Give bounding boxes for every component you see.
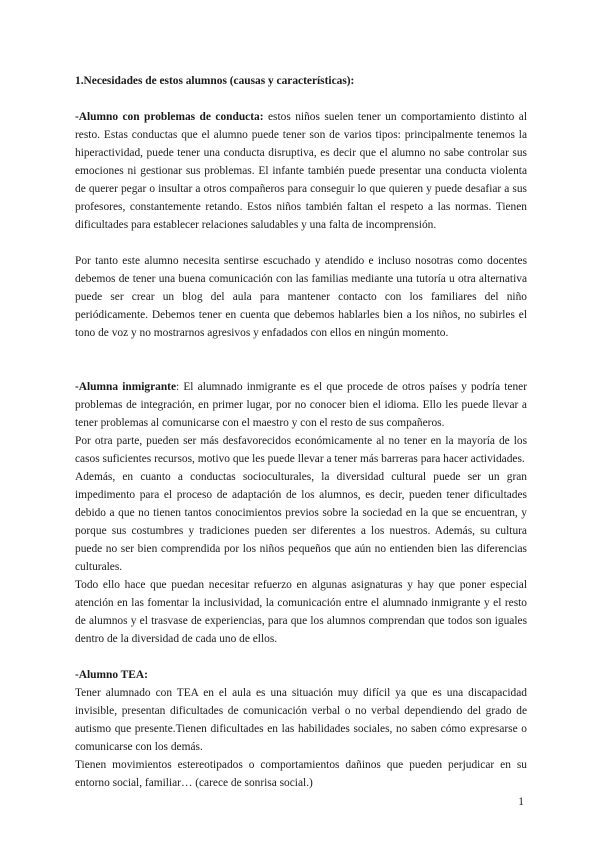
immigrant-text: : El alumnado inmigrante es el que procede de otros países y podría tener problemas de integración, en primer lugar, por no conocer bien el idioma. Ello les puede llevar a tener problemas al comunicarse con el maestro y con el resto de sus compañeros.: [75, 381, 527, 429]
tea-paragraph-1: Tener alumnado con TEA en el aula es una situación muy difícil ya que es una discapacidad invisible, presentan dificultades de comunicación verbal o no verbal dependiendo del grado de autismo que presente.Tienen dificultades en las habilidades sociales, no saben cómo expresarse o comunicarse con los demás.: [75, 687, 527, 753]
tea-paragraph-2: Tienen movimientos estereotipados o comportamientos dañinos que pueden perjudicar en su entorno social, familiar… (carece de sonrisa social.): [75, 759, 527, 789]
spacer: [75, 342, 527, 378]
tea-lead: -Alumno TEA:: [75, 669, 148, 681]
conduct-text: estos niños suelen tener un comportamiento distinto al resto. Estas conductas que el alumno puede tener son de varios tipos: principalmente tenemos la hiperactividad, puede tener una conducta disruptiva, es decir que el alumno no sabe controlar sus emociones ni gestionar sus problemas. El infante también puede presentar una conducta violenta de querer pegar o insultar a otros compañeros para conseguir lo que quieren y puede desafiar a sus profesores, constantemente retando. Estos niños también faltan el respeto a las normas. Tienen dificultades para establecer relaciones saludables y una falta de incomprensión.: [75, 111, 527, 231]
conduct-paragraph-2: Por tanto este alumno necesita sentirse escuchado y atendido e incluso nosotras como docentes debemos de tener una buena comunicación con las familias mediante una tutoría u otra alternativa puede ser crear un blog del aula para mantener contacto con los familiares del niño periódicamente. Debemos tener en cuenta que debemos hablarles bien a los niños, no subirles el tono de voz y no mostrarnos agresivos y enfadados con ellos en ningún momento.: [75, 255, 527, 339]
section-heading: 1.Necesidades de estos alumnos (causas y características):: [75, 75, 355, 87]
spacer: [75, 234, 527, 252]
conduct-paragraph-1: [75, 108, 527, 234]
page-number: 1: [518, 796, 524, 808]
document-body: [75, 72, 527, 792]
immigrant-paragraph-1: [75, 378, 527, 432]
conduct-lead: -Alumno con problemas de conducta:: [75, 111, 264, 123]
immigrant-paragraph-3: Además, en cuanto a conductas socioculturales, la diversidad cultural puede ser un gran impedimento para el proceso de adaptación de los alumnos, es decir, pueden tener dificultades debido a que no tienen tantos conocimientos previos sobre la sociedad en la que se encuentran, y porque sus costumbres y tradiciones pueden ser diferentes a los nuestros. Además, su cultura puede no ser bien comprendida por los niños pequeños que aún no entienden bien las diferencias culturales.: [75, 471, 527, 573]
immigrant-paragraph-2: Por otra parte, pueden ser más desfavorecidos económicamente al no tener en la mayoría de los casos suficientes recursos, motivo que les puede llevar a tener más barreras para hacer actividades.: [75, 435, 527, 465]
immigrant-lead: -Alumna inmigrante: [75, 381, 176, 393]
spacer: [75, 648, 527, 666]
immigrant-paragraph-4: Todo ello hace que puedan necesitar refuerzo en algunas asignaturas y hay que poner especial atención en las fomentar la inclusividad, la comunicación entre el alumnado inmigrante y el resto de alumnos y el trasvase de experiencias, para que los alumnos comprendan que todos son iguales dentro de la diversidad de cada uno de ellos.: [75, 579, 527, 645]
